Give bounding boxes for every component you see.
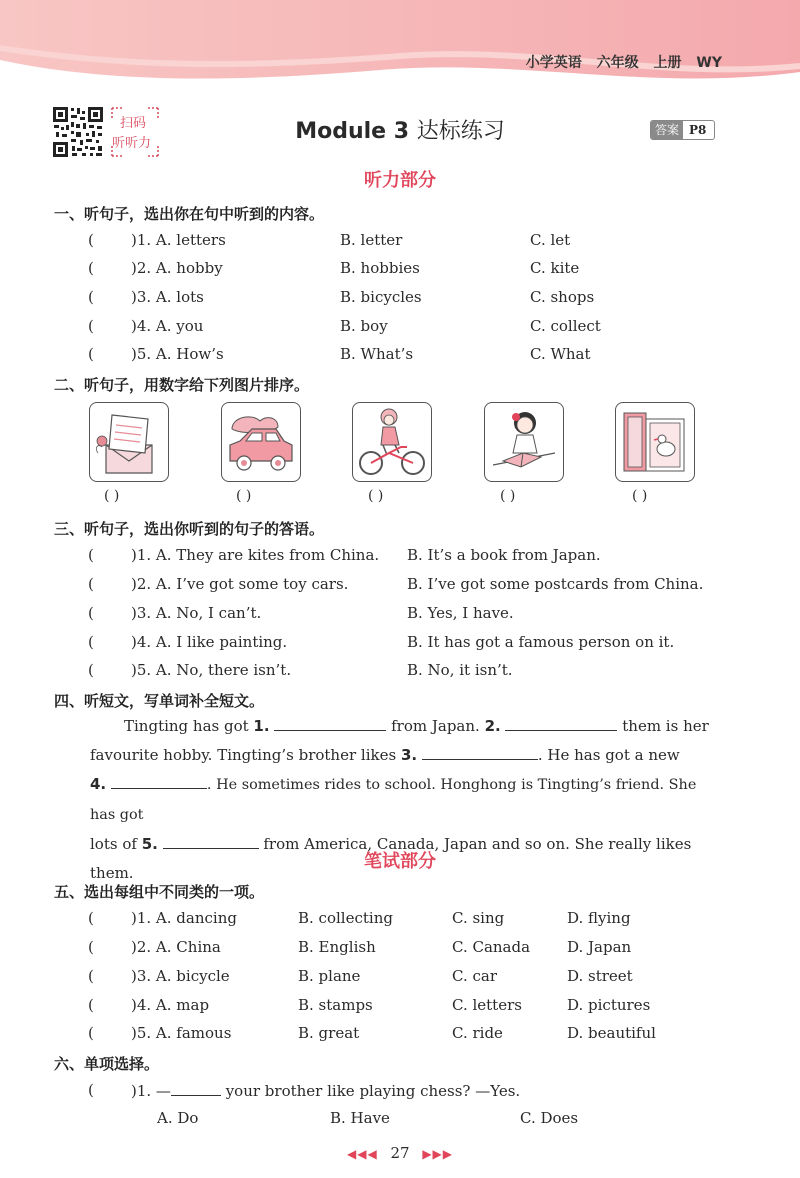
blank-number: 4. bbox=[90, 775, 107, 793]
picture3-blank[interactable]: ( ) bbox=[368, 488, 384, 504]
s1-q3-c: C. shops bbox=[530, 288, 595, 306]
header-banner bbox=[0, 0, 800, 90]
cloze-text: from America, Canada, Japan and so on. She really likes them. bbox=[90, 835, 692, 882]
s6-q1-option-b: B. Have bbox=[330, 1109, 390, 1127]
answer-bracket[interactable]: ( bbox=[88, 661, 94, 679]
bicycle-picture bbox=[352, 402, 432, 482]
blank-3[interactable] bbox=[422, 745, 538, 760]
blank-1[interactable] bbox=[274, 716, 386, 731]
s5-q4-c: C. letters bbox=[452, 996, 522, 1014]
s5-q5-b: B. great bbox=[298, 1024, 360, 1042]
s5-q1-a: )1. A. dancing bbox=[131, 909, 237, 927]
s1-q1-c: C. let bbox=[530, 231, 571, 249]
cloze-line1 bbox=[90, 712, 724, 741]
cloze-text: from Japan. bbox=[386, 717, 485, 735]
s1-q3-b: B. bicycles bbox=[340, 288, 422, 306]
cloze-text: them is her bbox=[617, 717, 709, 735]
answer-bracket[interactable]: ( bbox=[88, 231, 94, 249]
s1-q1-a: )1. A. letters bbox=[131, 231, 226, 249]
s3-q5-a: )5. A. No, there isn’t. bbox=[131, 661, 292, 679]
section6-title: 六、单项选择。 bbox=[54, 1055, 160, 1073]
next-arrows-icon: ▶▶▶ bbox=[422, 1147, 454, 1161]
section2-title: 二、听句子，用数字给下列图片排序。 bbox=[54, 376, 310, 394]
answer-bracket[interactable]: ( bbox=[88, 546, 94, 564]
s1-q2-c: C. kite bbox=[530, 259, 580, 277]
s5-q5-c: C. ride bbox=[452, 1024, 503, 1042]
picture5-blank[interactable]: ( ) bbox=[632, 488, 648, 504]
answer-label: 答案 bbox=[651, 121, 683, 139]
s5-q2-d: D. Japan bbox=[567, 938, 632, 956]
s5-q4-b: B. stamps bbox=[298, 996, 373, 1014]
blank-4[interactable] bbox=[111, 774, 207, 789]
s6-q1-suffix: your brother like playing chess? —Yes. bbox=[220, 1082, 521, 1100]
s5-q1-c: C. sing bbox=[452, 909, 505, 927]
title-module: Module 3 bbox=[295, 119, 410, 144]
s5-q4-a: )4. A. map bbox=[131, 996, 210, 1014]
answer-bracket[interactable]: ( bbox=[88, 996, 94, 1014]
answer-bracket[interactable]: ( bbox=[88, 909, 94, 927]
s1-q4-b: B. boy bbox=[340, 317, 388, 335]
s1-q2-b: B. hobbies bbox=[340, 259, 420, 277]
cloze-text: . He has got a new bbox=[537, 746, 680, 764]
blank-number: 2. bbox=[484, 717, 501, 735]
s6-q1-blank[interactable] bbox=[171, 1081, 221, 1096]
s3-q2-b: B. I’ve got some postcards from China. bbox=[407, 575, 704, 593]
s6-q1 bbox=[131, 1081, 520, 1100]
books-picture bbox=[615, 402, 695, 482]
s1-q5-b: B. What’s bbox=[340, 345, 414, 363]
s1-q2-a: )2. A. hobby bbox=[131, 259, 223, 277]
s5-q3-b: B. plane bbox=[298, 967, 361, 985]
answer-bracket[interactable]: ( bbox=[88, 938, 94, 956]
s1-q3-a: )3. A. lots bbox=[131, 288, 204, 306]
writing-part-title: 笔试部分 bbox=[364, 851, 436, 872]
listening-part-title: 听力部分 bbox=[364, 170, 436, 191]
s3-q4-a: )4. A. I like painting. bbox=[131, 633, 288, 651]
answer-bracket[interactable]: ( bbox=[88, 288, 94, 306]
picture2-blank[interactable]: ( ) bbox=[236, 488, 252, 504]
s3-q1-b: B. It’s a book from Japan. bbox=[407, 546, 601, 564]
s1-q1-b: B. letter bbox=[340, 231, 403, 249]
answer-badge[interactable] bbox=[650, 120, 715, 140]
s3-q2-a: )2. A. I’ve got some toy cars. bbox=[131, 575, 349, 593]
s5-q3-d: D. street bbox=[567, 967, 633, 985]
cloze-text: favourite hobby. Tingting’s brother likes bbox=[90, 746, 401, 764]
answer-bracket[interactable]: ( bbox=[88, 1081, 94, 1099]
section5-title: 五、选出每组中不同类的一项。 bbox=[54, 883, 265, 901]
answer-bracket[interactable]: ( bbox=[88, 604, 94, 622]
answer-page: P8 bbox=[689, 123, 707, 137]
s5-q1-d: D. flying bbox=[567, 909, 631, 927]
s5-q1-b: B. collecting bbox=[298, 909, 393, 927]
scan-line2: 听听力 bbox=[112, 136, 152, 151]
s3-q5-b: B. No, it isn’t. bbox=[407, 661, 513, 679]
s3-q3-b: B. Yes, I have. bbox=[407, 604, 514, 622]
cloze-text: lots of bbox=[90, 835, 142, 853]
s5-q5-a: )5. A. famous bbox=[131, 1024, 232, 1042]
cloze-line3 bbox=[90, 770, 724, 830]
s5-q2-b: B. English bbox=[298, 938, 376, 956]
scan-line1: 扫码 bbox=[120, 116, 147, 131]
s1-q5-a: )5. A. How’s bbox=[131, 345, 224, 363]
s6-q1-option-c: C. Does bbox=[520, 1109, 579, 1127]
s5-q4-d: D. pictures bbox=[567, 996, 651, 1014]
cloze-text: . He sometimes rides to school. Honghong is Tingting’s friend. She has got bbox=[90, 777, 697, 823]
section1-title: 一、听句子，选出你在句中听到的内容。 bbox=[54, 205, 325, 223]
page-number: 27 bbox=[390, 1144, 410, 1162]
s3-q1-a: )1. A. They are kites from China. bbox=[131, 546, 380, 564]
answer-bracket[interactable]: ( bbox=[88, 967, 94, 985]
answer-bracket[interactable]: ( bbox=[88, 1024, 94, 1042]
reading-picture bbox=[484, 402, 564, 482]
answer-bracket[interactable]: ( bbox=[88, 633, 94, 651]
title-cn: 达标练习 bbox=[416, 119, 505, 144]
s5-q5-d: D. beautiful bbox=[567, 1024, 656, 1042]
s5-q3-a: )3. A. bicycle bbox=[131, 967, 230, 985]
s5-q3-c: C. car bbox=[452, 967, 497, 985]
s3-q3-a: )3. A. No, I can’t. bbox=[131, 604, 262, 622]
s3-q4-b: B. It has got a famous person on it. bbox=[407, 633, 675, 651]
envelope-picture bbox=[89, 402, 169, 482]
blank-number: 5. bbox=[141, 835, 158, 853]
grade-info: 小学英语 六年级 上册 WY bbox=[525, 55, 722, 71]
s5-q2-c: C. Canada bbox=[452, 938, 531, 956]
picture4-blank[interactable]: ( ) bbox=[500, 488, 516, 504]
section3-title: 三、听句子，选出你听到的句子的答语。 bbox=[54, 520, 325, 538]
blank-number: 1. bbox=[253, 717, 270, 735]
toy-car-picture bbox=[221, 402, 301, 482]
answer-bracket[interactable]: ( bbox=[88, 317, 94, 335]
blank-2[interactable] bbox=[505, 716, 617, 731]
page-footer bbox=[0, 1144, 800, 1162]
answer-bracket[interactable]: ( bbox=[88, 575, 94, 593]
answer-bracket[interactable]: ( bbox=[88, 259, 94, 277]
cloze-text: Tingting has got bbox=[124, 717, 254, 735]
blank-number: 3. bbox=[400, 746, 418, 764]
s6-q1-prefix: )1. — bbox=[131, 1082, 171, 1100]
s6-q1-option-a: A. Do bbox=[157, 1109, 199, 1127]
picture1-blank[interactable]: ( ) bbox=[104, 488, 120, 504]
s1-q4-c: C. collect bbox=[530, 317, 601, 335]
s1-q5-c: C. What bbox=[530, 345, 591, 363]
prev-arrows-icon: ◀◀◀ bbox=[346, 1147, 378, 1161]
section4-title: 四、听短文，写单词补全短文。 bbox=[54, 692, 265, 710]
answer-bracket[interactable]: ( bbox=[88, 345, 94, 363]
s1-q4-a: )4. A. you bbox=[131, 317, 204, 335]
s5-q2-a: )2. A. China bbox=[131, 938, 221, 956]
cloze-line2 bbox=[90, 741, 724, 770]
